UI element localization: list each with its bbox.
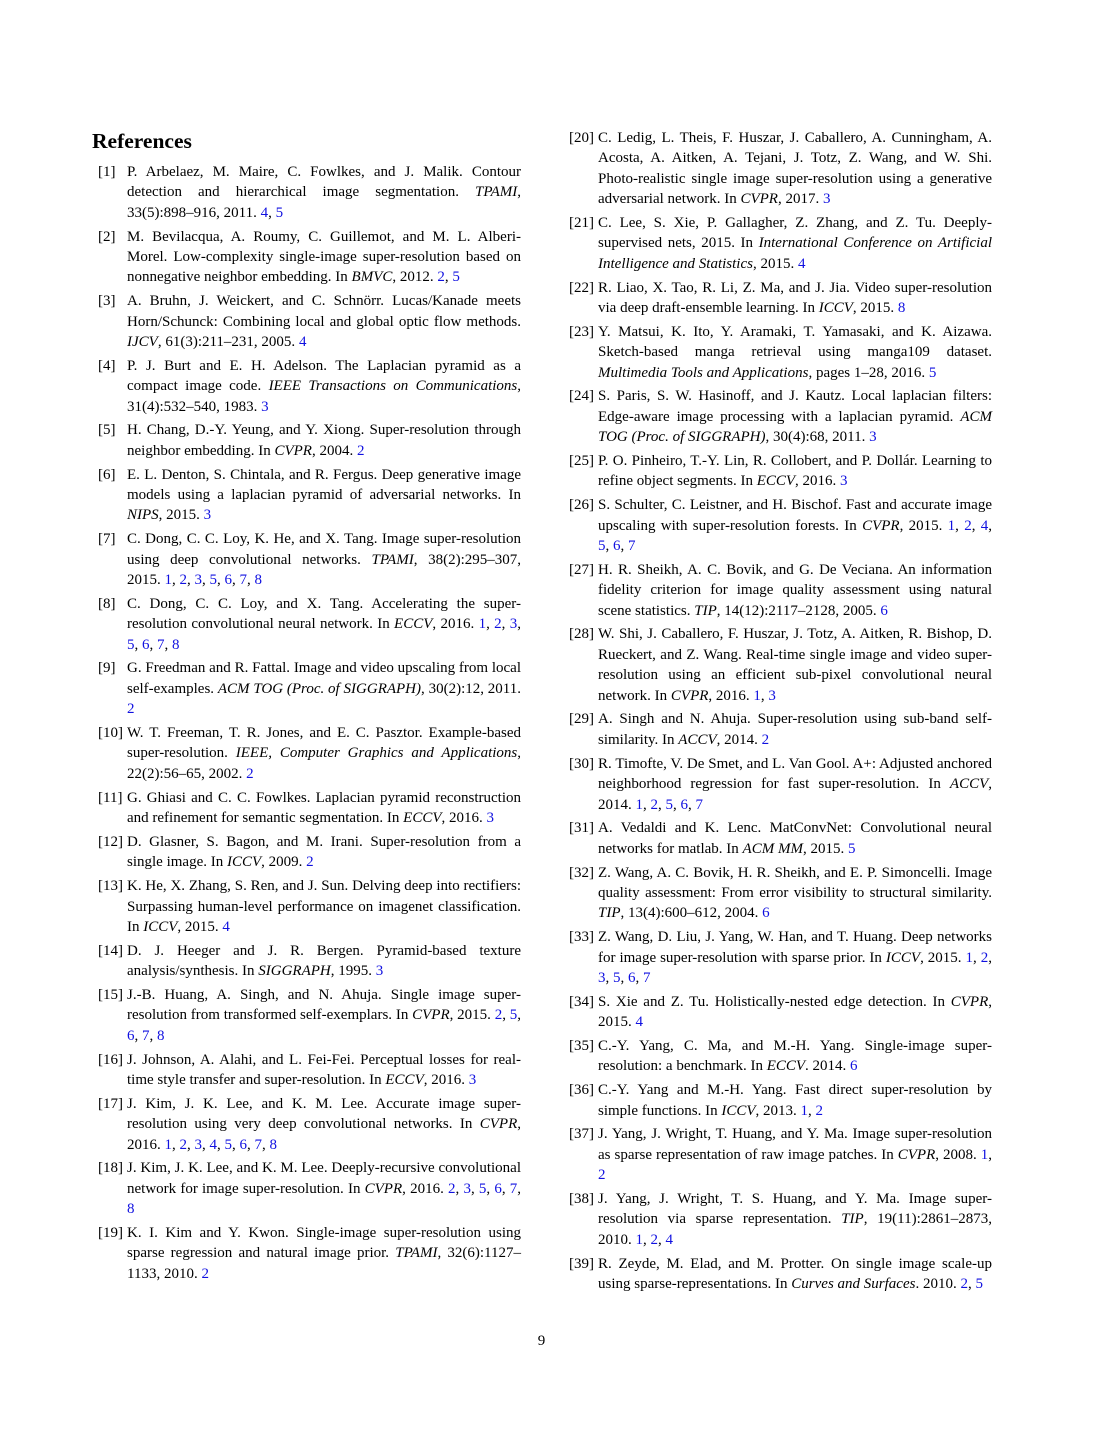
reference-number: [22] (569, 279, 594, 296)
reference-details: , 32(6):1127–1133, 2010. (127, 1245, 521, 1282)
reference-text: R. Zeyde, M. Elad, and M. Protter. On single image scale-up using sparse-representations. In (598, 1255, 992, 1292)
backref-link[interactable]: 1 (800, 1102, 808, 1119)
reference-venue: ECCV (756, 473, 796, 490)
reference-text: C.-Y. Yang, C. Ma, and M.-H. Yang. Single-image super-resolution: a benchmark. In (598, 1037, 992, 1075)
backref-link[interactable]: 4 (260, 204, 269, 221)
reference-details: , 19(11):2861–2873, 2010. (598, 1211, 992, 1248)
reference-text: A. Singh and N. Ahuja. Super-resolution using sub-band self-similarity. In (598, 711, 992, 748)
backref-link[interactable]: 3 (869, 429, 877, 446)
reference-details: , 2015. (598, 993, 992, 1031)
backref-link[interactable]: 3 (375, 963, 384, 980)
backref-link[interactable]: 3 (194, 1136, 202, 1153)
reference-venue: CVPR (274, 442, 312, 459)
reference-number: [5] (98, 422, 116, 439)
reference-venue: ECCV (385, 1071, 424, 1088)
reference-text: P. O. Pinheiro, T.-Y. Lin, R. Collobert, and P. Dollár. Learning to refine object segments. In (598, 453, 992, 490)
reference-number: [1] (98, 164, 116, 180)
reference-venue: ICCV (885, 949, 921, 966)
reference-details: , 2015. (852, 300, 895, 317)
reference-entry: [2] M. Bevilacqua, A. Roumy, C. Guillemot, and M. L. Alberi-Morel. Low-complexity single-image super-resolution based on nonnegative neighbor embedding. In BMVC, 2012. 2, 5 (98, 228, 521, 286)
reference-venue: ACCV (678, 731, 717, 748)
reference-venue: ACM TOG (Proc. of SIGGRAPH) (217, 680, 422, 697)
backref-link[interactable]: 2 (815, 1102, 823, 1119)
reference-entry (563, 128, 992, 210)
backref-link[interactable]: 7 (643, 969, 651, 986)
reference-entry: [38] J. Yang, J. Wright, T. S. Huang, and Y. Ma. Image super-resolution via sparse representation. TIP, 19(11):2861–2873, 2010. 1, 2, 4 (569, 1190, 992, 1248)
backref-link[interactable]: 2 (448, 1180, 456, 1197)
reference-venue: NIPS (127, 507, 159, 524)
backref-link[interactable]: 2 (964, 517, 972, 534)
backref-link[interactable]: 6 (680, 796, 688, 813)
backref-link[interactable]: 3 (840, 473, 848, 490)
backref-link[interactable]: 3 (203, 507, 212, 524)
reference-venue: CVPR (412, 1007, 450, 1024)
reference-details: . 2010. (915, 1275, 957, 1292)
reference-text: R. Liao, X. Tao, R. Li, Z. Ma, and J. Jia. Video super-resolution via deep draft-ensemble learning. In (598, 279, 992, 317)
reference-entry (563, 863, 992, 924)
reference-details: , 2016. (432, 616, 475, 633)
reference-venue: ECCV (766, 1058, 806, 1075)
reference-details: , 2015. (449, 1007, 491, 1024)
reference-text: G. Ghiasi and C. C. Fowlkes. Laplacian pyramid reconstruction and refinement for semantic segmentation. In (127, 789, 521, 827)
reference-entry (563, 322, 992, 383)
reference-number: [14] (98, 942, 123, 959)
left-column (92, 128, 521, 1288)
reference-entry: [18] J. Kim, J. K. Lee, and K. M. Lee. Deeply-recursive convolutional network for image super-resolution. In CVPR, 2016. 2, 3, 5, 6, 7, 8 (98, 1160, 522, 1218)
backref-link[interactable]: 6 (613, 538, 621, 555)
reference-venue: ICCV (226, 854, 262, 871)
reference-venue: BMVC (351, 269, 393, 286)
reference-entry (92, 723, 521, 784)
reference-text: C. Dong, C. C. Loy, K. He, and X. Tang. Image super-resolution using deep convolutional networks. (127, 531, 521, 568)
reference-text: S. Schulter, C. Leistner, and H. Bischof. Fast and accurate image upscaling with super-resolution forests. In (598, 497, 992, 534)
reference-venue: ICCV (143, 918, 178, 935)
reference-venue: CVPR (364, 1180, 403, 1197)
backref-link[interactable]: 6 (239, 1136, 247, 1153)
reference-text: K. He, X. Zhang, S. Ren, and J. Sun. Delving deep into rectifiers: Surpassing human-level performance on imagenet classification. In (127, 878, 521, 935)
reference-venue: ECCV (403, 810, 442, 827)
backref-link[interactable]: 2 (980, 949, 989, 966)
reference-number: [20] (569, 130, 594, 146)
reference-number: [9] (98, 660, 116, 677)
reference-number: [15] (98, 986, 123, 1003)
reference-number: [19] (98, 1224, 123, 1241)
reference-number: [36] (569, 1082, 594, 1099)
reference-details: , 2015. (158, 507, 200, 524)
reference-entry (563, 560, 992, 621)
backref-link[interactable]: 8 (269, 1136, 277, 1153)
backref-link[interactable]: 6 (762, 905, 770, 922)
reference-entry (92, 420, 521, 461)
reference-text: J. Yang, J. Wright, T. S. Huang, and Y. Ma. Image super-resolution via sparse representation. (598, 1190, 992, 1228)
reference-details: , 2015. (802, 840, 845, 857)
reference-text: H. R. Sheikh, A. C. Bovik, and G. De Veciana. An information fidelity criterion for image quality assessment using natural scene statistics. (598, 561, 992, 619)
reference-number: [34] (569, 993, 594, 1010)
reference-number: [31] (569, 820, 594, 837)
backref-link[interactable]: 5 (275, 204, 284, 221)
backref-link[interactable]: 2 (127, 701, 135, 718)
reference-details: , 30(2):12, 2011. (421, 680, 521, 697)
reference-number: [18] (98, 1160, 123, 1177)
reference-details: , 2015. (177, 918, 219, 935)
backref-link[interactable]: 1 (947, 517, 956, 534)
reference-number: [23] (569, 323, 594, 340)
reference-venue: CVPR (670, 687, 709, 704)
reference-text: G. Freedman and R. Fattal. Image and video upscaling from local self-examples. (127, 660, 521, 697)
reference-venue: TIP (694, 602, 717, 619)
backref-link[interactable]: 8 (254, 572, 262, 589)
reference-entry: [1] P. Arbelaez, M. Maire, C. Fowlkes, and J. Malik. Contour detection and hierarchical image segmentation. TPAMI, 33(5):898–916, 2011. 4, 5 (98, 164, 521, 221)
reference-text: E. L. Denton, S. Chintala, and R. Fergus. Deep generative image models using a laplacian pyramid of adversarial networks. In (127, 466, 521, 504)
reference-details: , 13(4):600–612, 2004. (620, 905, 759, 922)
reference-entry (92, 876, 521, 937)
reference-text: Y. Matsui, K. Ito, Y. Aramaki, T. Yamasaki, and K. Aizawa. Sketch-based manga retrieval using manga109 dataset. (598, 323, 992, 361)
reference-number: [32] (569, 864, 594, 881)
reference-details: , 61(3):211–231, 2005. (157, 334, 296, 351)
reference-details: , 22(2):56–65, 2002. (127, 745, 521, 782)
backref-link[interactable]: 2 (179, 572, 187, 589)
backref-link[interactable]: 2 (650, 1231, 658, 1248)
backref-link[interactable]: 2 (437, 269, 445, 286)
reference-entry (563, 1036, 992, 1077)
backref-link[interactable]: 3 (463, 1180, 471, 1197)
backref-link[interactable]: 5 (209, 572, 217, 589)
reference-details: , 38(2):295–307, 2015. (127, 551, 521, 589)
reference-venue: IEEE, Computer Graphics and Applications (235, 745, 518, 762)
backref-link[interactable]: 5 (975, 1275, 983, 1292)
backref-link[interactable]: 2 (356, 442, 365, 459)
reference-number: [37] (569, 1126, 594, 1143)
backref-link[interactable]: 7 (628, 538, 636, 555)
backref-link[interactable]: 2 (306, 854, 314, 871)
reference-entry (563, 992, 992, 1033)
reference-text: W. Shi, J. Caballero, F. Huszar, J. Totz, A. Aitken, R. Bishop, D. Rueckert, and Z. Wang. Real-time single image and video super-resolution using an efficient sub-pixel convolutional neural network. In (598, 626, 992, 704)
reference-text: J. Kim, J. K. Lee, and K. M. Lee. Accurate image super-resolution using very deep convolutional networks. In (127, 1095, 521, 1133)
reference-venue: SIGGRAPH (258, 963, 331, 980)
backref-link[interactable]: 2 (201, 1265, 209, 1282)
backref-link[interactable]: 2 (650, 796, 658, 813)
backref-link[interactable]: 2 (761, 731, 770, 748)
reference-number: [27] (569, 561, 594, 578)
reference-entry: [28] W. Shi, J. Caballero, F. Huszar, J. Totz, A. Aitken, R. Bishop, D. Rueckert, and Z. Wang. Real-time single image and video super-resolution using an efficient sub-pixel convolutional neural network. In CVPR, 2016. 1, 3 (569, 626, 992, 704)
reference-text: A. Bruhn, J. Weickert, and C. Schnörr. Lucas/Kanade meets Horn/Schunck: Combining local and global optic flow methods. (127, 293, 521, 330)
backref-link[interactable]: 6 (127, 1027, 135, 1044)
reference-details: , 2008. (935, 1146, 977, 1163)
backref-link[interactable]: 5 (598, 538, 606, 555)
reference-number: [38] (569, 1190, 594, 1207)
reference-number: [12] (98, 833, 123, 850)
backref-link[interactable]: 2 (598, 1167, 606, 1184)
backref-link[interactable]: 1 (164, 572, 172, 589)
reference-number: [33] (569, 929, 594, 946)
reference-text: Z. Wang, A. C. Bovik, H. R. Sheikh, and E. P. Simoncelli. Image quality assessment: From error visibility to structural similarity. (598, 864, 992, 901)
reference-text: P. Arbelaez, M. Maire, C. Fowlkes, and J. Malik. Contour detection and hierarchical image segmentation. (127, 164, 521, 201)
backref-link[interactable]: 8 (172, 636, 180, 653)
reference-venue: Curves and Surfaces (791, 1275, 916, 1292)
backref-link[interactable]: 4 (209, 1136, 217, 1153)
reference-list-left (92, 162, 521, 1284)
reference-entry: [8] C. Dong, C. C. Loy, and X. Tang. Accelerating the super-resolution convolutional neural network. In ECCV, 2016. 1, 2, 3, 5, 6, 7, 8 (98, 595, 522, 653)
backref-link[interactable]: 7 (254, 1136, 262, 1153)
reference-text: K. I. Kim and Y. Kwon. Single-image super-resolution using sparse regression and natural image prior. (127, 1224, 521, 1262)
backref-link[interactable]: 1 (980, 1146, 989, 1163)
reference-text: C. Dong, C. C. Loy, and X. Tang. Accelerating the super-resolution convolutional neural network. In (127, 595, 521, 633)
reference-number: [17] (98, 1095, 123, 1112)
backref-link[interactable]: 1 (478, 616, 487, 633)
reference-entry (92, 658, 521, 719)
reference-number: [26] (569, 497, 594, 514)
reference-number: [11] (98, 789, 123, 806)
reference-details: , 2016. (402, 1180, 444, 1197)
backref-link[interactable]: 3 (598, 969, 606, 986)
reference-text: P. J. Burt and E. H. Adelson. The Laplacian pyramid as a compact image code. (127, 357, 521, 395)
backref-link[interactable]: 6 (494, 1180, 502, 1197)
reference-venue: CVPR (950, 993, 989, 1010)
reference-venue: TIP (598, 905, 621, 922)
reference-number: [8] (98, 595, 116, 612)
reference-number: [39] (569, 1255, 594, 1272)
reference-entry (92, 941, 521, 982)
reference-details: , 2004. (311, 442, 354, 459)
reference-venue: TIP (841, 1211, 864, 1228)
reference-entry: [15] J.-B. Huang, A. Singh, and N. Ahuja. Single image super-resolution from transformed self-exemplars. In CVPR, 2015. 2, 5, 6, 7, 8 (98, 986, 522, 1044)
reference-details: , 2017. (777, 191, 820, 208)
reference-details: , 2016. (441, 810, 483, 827)
backref-link[interactable]: 4 (797, 255, 806, 272)
reference-details: , 2016. (127, 1116, 521, 1153)
backref-link[interactable]: 4 (222, 918, 230, 935)
reference-number: [30] (569, 755, 594, 772)
reference-text: S. Paris, S. W. Hasinoff, and J. Kautz. Local laplacian filters: Edge-aware image processing with a laplacian pyramid. (598, 388, 992, 425)
reference-details: , 1995. (330, 963, 372, 980)
reference-number: [2] (98, 228, 116, 245)
backref-link[interactable]: 4 (665, 1231, 673, 1248)
backref-link[interactable]: 7 (157, 636, 165, 653)
reference-entry (563, 278, 992, 319)
reference-text: D. Glasner, S. Bagon, and M. Irani. Super-resolution from a single image. In (127, 833, 521, 871)
backref-link[interactable]: 2 (494, 616, 502, 633)
reference-details: , 14(12):2117–2128, 2005. (716, 602, 877, 619)
reference-text: Z. Wang, D. Liu, J. Yang, W. Han, and T. Huang. Deep networks for image super-resolution with sparse prior. In (598, 929, 992, 966)
backref-link[interactable]: 5 (509, 1007, 518, 1024)
reference-entry (563, 451, 992, 492)
backref-link[interactable]: 1 (965, 949, 974, 966)
reference-text: J. Kim, J. K. Lee, and K. M. Lee. Deeply-recursive convolutional network for image super-resolution. In (127, 1160, 521, 1197)
backref-link[interactable]: 3 (768, 687, 776, 704)
reference-text: J. Johnson, A. Alahi, and L. Fei-Fei. Perceptual losses for real-time style transfer and super-resolution. In (127, 1051, 521, 1088)
backref-link[interactable]: 6 (224, 572, 232, 589)
reference-entry (92, 788, 521, 829)
reference-entry: [26] S. Schulter, C. Leistner, and H. Bischof. Fast and accurate image upscaling with super-resolution forests. In CVPR, 2015. 1, 2, 4, 5, 6, 7 (569, 497, 992, 555)
reference-venue: CVPR (897, 1146, 936, 1163)
backref-link[interactable]: 3 (194, 572, 202, 589)
backref-link[interactable]: 6 (142, 636, 150, 653)
reference-number: [28] (569, 626, 594, 643)
backref-link[interactable]: 1 (635, 796, 643, 813)
backref-link[interactable]: 1 (635, 1231, 643, 1248)
reference-entry (92, 832, 521, 873)
backref-link[interactable]: 2 (494, 1007, 503, 1024)
reference-details: , 30(4):68, 2011. (765, 429, 866, 446)
reference-venue: CVPR (479, 1116, 518, 1133)
backref-link[interactable]: 6 (880, 602, 888, 619)
reference-entry: [30] R. Timofte, V. De Smet, and L. Van Gool. A+: Adjusted anchored neighborhood regression for fast super-resolution. In ACCV, 2014. 1, 2, 5, 6, 7 (569, 755, 992, 813)
reference-venue: TPAMI (371, 551, 414, 568)
reference-venue: IJCV (127, 334, 158, 351)
backref-link[interactable]: 3 (822, 191, 831, 208)
backref-link[interactable]: 2 (179, 1136, 187, 1153)
reference-text: M. Bevilacqua, A. Roumy, C. Guillemot, and M. L. Alberi-Morel. Low-complexity single-image super-resolution based on nonnegative neighbor embedding. In (127, 228, 521, 286)
reference-entry (92, 356, 521, 417)
reference-text: H. Chang, D.-Y. Yeung, and Y. Xiong. Super-resolution through neighbor embedding. In (127, 422, 521, 459)
reference-entry (563, 709, 992, 750)
page-number: 9 (537, 1333, 546, 1349)
backref-link[interactable]: 5 (478, 1180, 487, 1197)
reference-venue: ICCV (721, 1102, 756, 1119)
reference-number: [21] (569, 215, 594, 232)
reference-details: , 2016. (423, 1071, 465, 1088)
reference-venue: CVPR (862, 517, 900, 534)
reference-text: J. Yang, J. Wright, T. Huang, and Y. Ma. Image super-resolution as sparse representation of raw image patches. In (598, 1126, 992, 1163)
backref-link[interactable]: 5 (847, 840, 856, 857)
reference-details: , 2015. (752, 255, 795, 272)
reference-venue: ICCV (818, 300, 853, 317)
backref-link[interactable]: 8 (157, 1027, 165, 1044)
reference-entry (92, 465, 521, 526)
backref-link[interactable]: 5 (665, 796, 673, 813)
reference-number: [16] (98, 1051, 123, 1068)
reference-venue: TPAMI (475, 184, 518, 201)
reference-details: , 2014. (598, 776, 992, 813)
reference-number: [6] (98, 466, 116, 483)
reference-venue: ACM MM (742, 840, 803, 857)
reference-entry (563, 386, 992, 447)
reference-venue: Multimedia Tools and Applications (598, 364, 809, 381)
backref-link[interactable]: 4 (980, 517, 989, 534)
reference-number: [25] (569, 453, 594, 470)
reference-entry: [36] C.-Y. Yang and M.-H. Yang. Fast direct super-resolution by simple functions. In ICCV, 2013. 1, 2 (569, 1082, 992, 1119)
backref-link[interactable]: 7 (142, 1027, 150, 1044)
reference-entry (92, 1223, 521, 1284)
reference-number: [29] (569, 711, 594, 728)
reference-entry: [17] J. Kim, J. K. Lee, and K. M. Lee. Accurate image super-resolution using very deep convolutional networks. In CVPR, 2016. 1, 2, 3, 4, 5, 6, 7, 8 (98, 1095, 521, 1153)
reference-details: , 2012. (392, 269, 434, 286)
reference-details: , 33(5):898–916, 2011. (127, 184, 521, 221)
backref-link[interactable]: 4 (298, 334, 307, 351)
reference-details: , 2013. (755, 1102, 797, 1119)
backref-link[interactable]: 5 (928, 364, 937, 381)
reference-details: , 2009. (261, 854, 303, 871)
reference-number: [7] (98, 531, 116, 548)
reference-number: [35] (569, 1037, 594, 1054)
reference-text: D. J. Heeger and J. R. Bergen. Pyramid-based texture analysis/synthesis. In (127, 942, 521, 980)
reference-venue: International Conference on Artificial Intelligence and Statistics (598, 235, 992, 272)
reference-list-right (563, 128, 992, 1294)
reference-details: , 2014. (716, 731, 758, 748)
backref-link[interactable]: 3 (509, 616, 518, 633)
reference-details: , pages 1–28, 2016. (808, 364, 926, 381)
backref-link[interactable]: 5 (127, 636, 135, 653)
reference-text: J.-B. Huang, A. Singh, and N. Ahuja. Single image super-resolution from transformed self-exemplars. In (127, 986, 521, 1024)
reference-text: R. Timofte, V. De Smet, and L. Van Gool. A+: Adjusted anchored neighborhood regression for fast super-resolution. In (598, 755, 992, 793)
backref-link[interactable]: 1 (753, 687, 761, 704)
reference-entry: [37] J. Yang, J. Wright, T. Huang, and Y. Ma. Image super-resolution as sparse representation of raw image patches. In CVPR, 2008. 1, 2 (569, 1126, 993, 1184)
backref-link[interactable]: 5 (452, 269, 460, 286)
backref-link[interactable]: 7 (239, 572, 247, 589)
backref-link[interactable]: 6 (850, 1058, 858, 1075)
reference-number: [10] (98, 725, 123, 742)
backref-link[interactable]: 2 (246, 765, 254, 782)
reference-number: [13] (98, 878, 123, 895)
backref-link[interactable]: 3 (468, 1071, 477, 1088)
reference-venue: ECCV (394, 616, 433, 633)
reference-entry: [33] Z. Wang, D. Liu, J. Yang, W. Han, and T. Huang. Deep networks for image super-resolution with sparse prior. In ICCV, 2015. 1, 2, 3, 5, 6, 7 (569, 929, 993, 986)
reference-venue: CVPR (740, 191, 778, 208)
reference-number: [24] (569, 388, 594, 405)
reference-venue: ACM TOG (Proc. of SIGGRAPH) (598, 408, 992, 446)
backref-link[interactable]: 8 (127, 1201, 135, 1218)
backref-link[interactable]: 2 (960, 1275, 968, 1292)
section-title: References (92, 129, 192, 153)
backref-link[interactable]: 3 (261, 398, 269, 415)
reference-entry: [39] R. Zeyde, M. Elad, and M. Protter. On single image scale-up using sparse-representations. In Curves and Surfaces. 2010. 2, 5 (569, 1255, 992, 1292)
reference-entry: [7] C. Dong, C. C. Loy, K. He, and X. Tang. Image super-resolution using deep convolutional networks. TPAMI, 38(2):295–307, 2015. 1, 2, 3, 5, 6, 7, 8 (98, 531, 521, 589)
reference-number: [4] (98, 357, 116, 374)
backref-link[interactable]: 7 (695, 796, 703, 813)
reference-text: C. Ledig, L. Theis, F. Huszar, J. Caballero, A. Cunningham, A. Acosta, A. Aitken, A. Tejani, J. Totz, Z. Wang, and W. Shi. Photo-realistic single image super-resolution using a generative adversarial network. In (598, 130, 992, 208)
backref-link[interactable]: 7 (509, 1180, 518, 1197)
reference-entry (92, 291, 521, 352)
reference-entry (563, 818, 992, 859)
reference-venue: TPAMI (395, 1245, 438, 1262)
reference-entry (563, 213, 992, 274)
backref-link[interactable]: 8 (897, 300, 906, 317)
reference-text: C.-Y. Yang and M.-H. Yang. Fast direct super-resolution by simple functions. In (598, 1082, 992, 1119)
reference-details: , 2016. (795, 473, 837, 490)
reference-details: , 31(4):532–540, 1983. (127, 378, 522, 415)
reference-details: , 2016. (708, 687, 750, 704)
reference-details: . 2014. (805, 1058, 847, 1075)
backref-link[interactable]: 6 (628, 969, 636, 986)
backref-link[interactable]: 5 (613, 969, 621, 986)
reference-text: S. Xie and Z. Tu. Holistically-nested edge detection. In (598, 993, 951, 1010)
backref-link[interactable]: 3 (486, 810, 494, 827)
reference-text: C. Lee, S. Xie, P. Gallagher, Z. Zhang, and Z. Tu. Deeply-supervised nets, 2015. In (598, 215, 992, 252)
reference-text: W. T. Freeman, T. R. Jones, and E. C. Pasztor. Example-based super-resolution. (127, 725, 521, 762)
reference-details: , 2015. (899, 517, 943, 534)
right-column (563, 128, 992, 1298)
backref-link[interactable]: 4 (635, 1014, 643, 1031)
backref-link[interactable]: 1 (164, 1136, 172, 1153)
reference-text: A. Vedaldi and K. Lenc. MatConvNet: Convolutional neural networks for matlab. In (598, 820, 992, 857)
backref-link[interactable]: 5 (224, 1136, 232, 1153)
reference-venue: IEEE Transactions on Communications (268, 378, 518, 395)
reference-number: [3] (98, 293, 116, 310)
reference-venue: ACCV (949, 776, 989, 793)
reference-entry (92, 1050, 521, 1091)
reference-details: , 2015. (920, 949, 962, 966)
